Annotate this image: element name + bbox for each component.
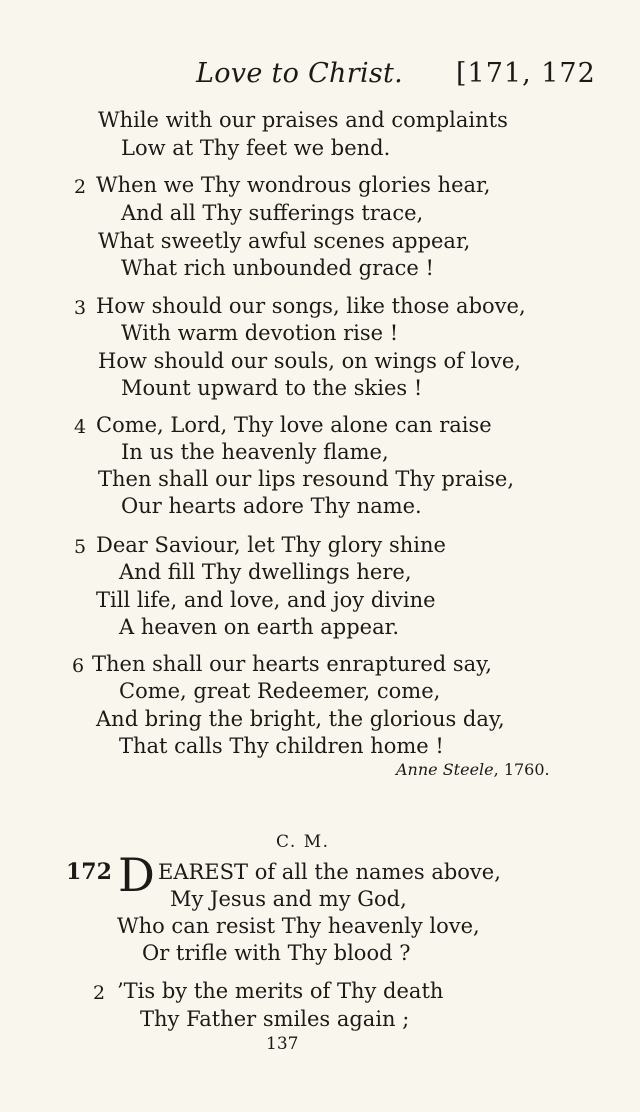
running-title: Love to Christ. xyxy=(196,58,404,89)
verse-number: 3 xyxy=(74,297,87,319)
verse-line: A heaven on earth appear. xyxy=(119,615,400,639)
verse-line: Come, great Redeemer, come, xyxy=(119,679,441,703)
verse-line: While with our praises and complaints xyxy=(98,108,508,132)
verse-line: Come, Lord, Thy love alone can raise xyxy=(96,413,492,437)
author-year: , 1760. xyxy=(493,760,550,779)
verse-line: Thy Father smiles again ; xyxy=(140,1007,410,1031)
verse-line: ’Tis by the merits of Thy death xyxy=(117,979,444,1003)
verse-line: How should our souls, on wings of love, xyxy=(98,349,521,373)
verse-line: And fill Thy dwellings here, xyxy=(119,560,412,584)
verse-line: Then shall our lips resound Thy praise, xyxy=(98,467,515,491)
verse-line: What sweetly awful scenes appear, xyxy=(98,229,471,253)
verse-number: 2 xyxy=(74,176,87,198)
verse-line: Then shall our hearts enraptured say, xyxy=(92,652,492,676)
verse-line: My Jesus and my God, xyxy=(170,887,407,911)
verse-number: 6 xyxy=(72,655,85,677)
verse-line: That calls Thy children home ! xyxy=(119,734,444,758)
verse-line: Low at Thy feet we bend. xyxy=(121,136,391,160)
verse-number: 4 xyxy=(74,416,87,438)
drop-cap: D xyxy=(118,848,155,902)
verse-line: When we Thy wondrous glories hear, xyxy=(96,173,491,197)
verse-line: And all Thy sufferings trace, xyxy=(121,201,424,225)
meter-label: C. M. xyxy=(276,832,330,852)
verse-line: Till life, and love, and joy divine xyxy=(96,588,436,612)
verse-line: Mount upward to the skies ! xyxy=(121,376,423,400)
page-number: 137 xyxy=(266,1034,299,1054)
hymn-number: 172 xyxy=(66,859,112,885)
verse-line: EAREST of all the names above, xyxy=(158,860,501,884)
verse-line: Our hearts adore Thy name. xyxy=(121,494,422,518)
author-name: Anne Steele xyxy=(396,760,494,779)
verse-line: Dear Saviour, let Thy glory shine xyxy=(96,533,446,557)
author-attribution xyxy=(396,760,550,779)
verse-line: With warm devotion rise ! xyxy=(121,321,399,345)
verse-line: How should our songs, like those above, xyxy=(96,294,526,318)
verse-line: And bring the bright, the glorious day, xyxy=(96,707,505,731)
verse-line: In us the heavenly flame, xyxy=(121,440,389,464)
verse-line: Who can resist Thy heavenly love, xyxy=(117,914,480,938)
verse-number: 2 xyxy=(93,982,106,1004)
verse-line: Or trifle with Thy blood ? xyxy=(142,941,411,965)
hymn-range: [171, 172 xyxy=(456,58,596,89)
verse-number: 5 xyxy=(74,536,87,558)
verse-line: What rich unbounded grace ! xyxy=(121,256,434,280)
